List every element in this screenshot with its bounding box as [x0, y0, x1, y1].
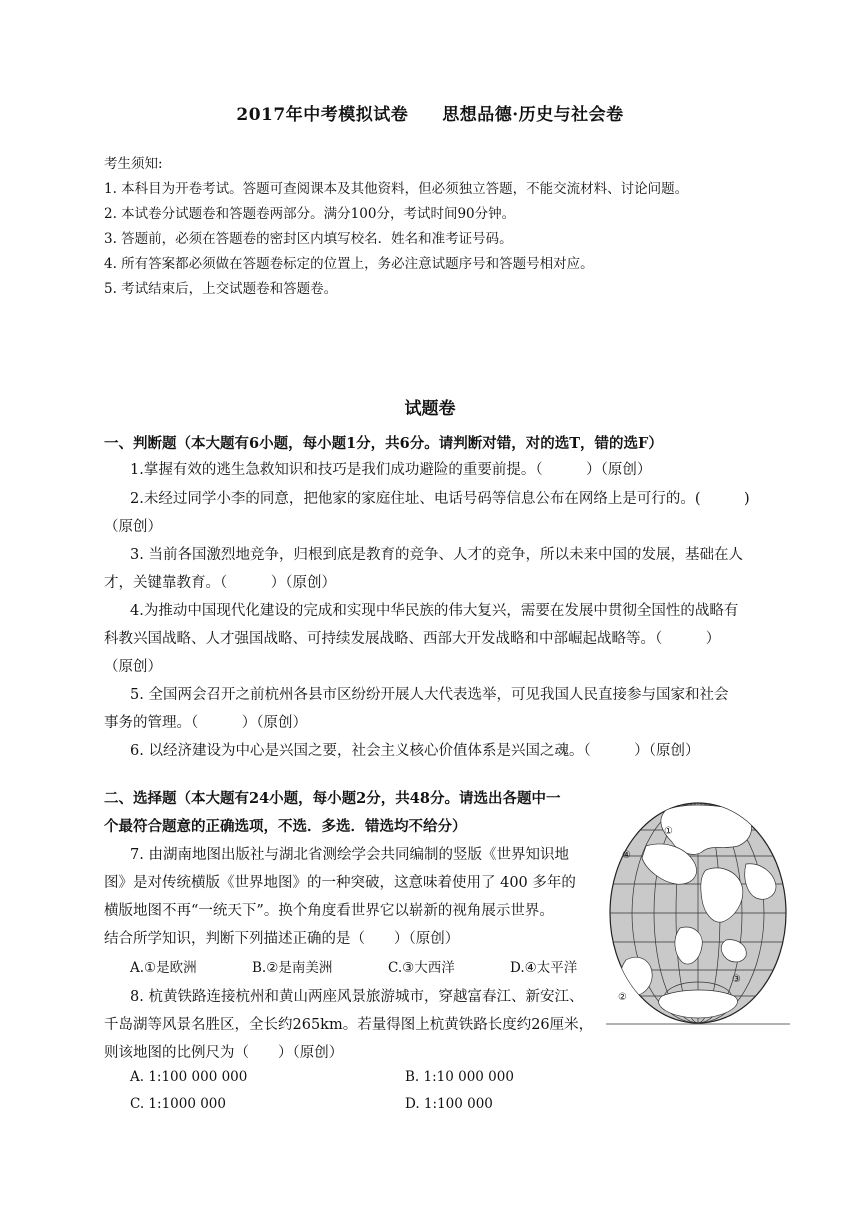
question-8-line: 千岛湖等风景名胜区，全长约265km。若量得图上杭黄铁路长度约26厘米， — [104, 1017, 594, 1033]
part2-heading: 个最符合题意的正确选项，不选．多选．错选均不给分） — [104, 818, 467, 835]
q7-option-c: C.③大西洋 — [388, 960, 455, 976]
map-label: ④ — [622, 850, 631, 861]
question-line: 2.未经过同学小李的同意，把他家的家庭住址、电话号码等信息公布在网络上是可行的。( ) — [130, 491, 750, 507]
notice-item: 3. 答题前，必须在答题卷的密封区内填写校名．姓名和准考证号码。 — [104, 231, 513, 247]
question-line: 5. 全国两会召开之前杭州各县市区纷纷开展人大代表选举，可见我国人民直接参与国家和社会 — [130, 687, 729, 703]
notice-item: 2. 本试卷分试题卷和答题卷两部分。满分100分，考试时间90分钟。 — [104, 206, 516, 222]
question-line: 事务的管理。（ ）（原创） — [104, 715, 307, 731]
question-line: 4.为推动中国现代化建设的完成和实现中华民族的伟大复兴，需要在发展中贯彻全国性的战略有 — [130, 603, 739, 619]
q7-option-b: B.②是南美洲 — [252, 960, 333, 976]
map-label: ② — [618, 992, 627, 1003]
q7-option-a: A.①是欧洲 — [130, 960, 197, 976]
question-line: 才，关键靠教育。（ ）（原创） — [104, 575, 336, 591]
question-8-line: 则该地图的比例尺为（ ）（原创） — [104, 1045, 344, 1061]
question-line: （原创） — [104, 659, 162, 675]
question-7-line: 图》是对传统横版《世界地图》的一种突破，这意味着使用了 400 多年的 — [104, 875, 576, 891]
title-left: 2017年中考模拟试卷 — [236, 105, 409, 125]
q8-option-c: C. 1:1000 000 — [130, 1096, 226, 1112]
title-right: 思想品德·历史与社会卷 — [442, 105, 624, 125]
q8-option-a: A. 1:100 000 000 — [130, 1069, 248, 1085]
notice-item: 1. 本科目为开卷考试。答题可查阅课本及其他资料，但必须独立答题，不能交流材料、讨论问题。 — [104, 181, 689, 197]
section-title: 试题卷 — [404, 399, 456, 419]
map-label: ③ — [732, 974, 741, 985]
question-line: 6. 以经济建设为中心是兴国之要，社会主义核心价值体系是兴国之魂。（ ）（原创） — [130, 743, 700, 759]
candidate-notice — [104, 152, 688, 302]
question-line: （原创） — [104, 519, 162, 535]
q7-option-d: D.④太平洋 — [510, 960, 578, 976]
question-8-line: 8. 杭黄铁路连接杭州和黄山两座风景旅游城市，穿越富春江、新安江、 — [130, 989, 584, 1005]
part1-heading: 一、判断题（本大题有6小题，每小题1分，共6分。请判断对错，对的选T，错的选F） — [104, 435, 663, 452]
question-line: 3. 当前各国激烈地竞争，归根到底是教育的竞争、人才的竞争，所以未来中国的发展，基础在人 — [130, 547, 743, 563]
question-7-line: 横版地图不再“一统天下”。换个角度看世界它以崭新的视角展示世界。 — [104, 903, 554, 919]
question-line: 科教兴国战略、人才强国战略、可持续发展战略、西部大开发战略和中部崛起战略等。（ ） — [104, 631, 721, 647]
part2-heading: 二、选择题（本大题有24小题，每小题2分，共48分。请选出各题中一 — [104, 790, 561, 807]
map-label: ① — [664, 826, 673, 837]
vertical-world-map-icon — [606, 800, 790, 1026]
question-7-line: 7. 由湖南地图出版社与湖北省测绘学会共同编制的竖版《世界知识地 — [130, 847, 569, 863]
notice-item: 4. 所有答案都必须做在答题卷标定的位置上，务必注意试题序号和答题号相对应。 — [104, 256, 594, 272]
question-7-line: 结合所学知识，判断下列描述正确的是（ ）（原创） — [104, 931, 460, 947]
question-line: 1.掌握有效的逃生急救知识和技巧是我们成功避险的重要前提。（ ）（原创） — [130, 462, 652, 478]
page-title — [0, 100, 860, 125]
q8-option-b: B. 1:10 000 000 — [405, 1069, 514, 1085]
q8-option-d: D. 1:100 000 — [405, 1096, 493, 1112]
notice-item: 5. 考试结束后，上交试题卷和答题卷。 — [104, 281, 338, 297]
notice-heading: 考生须知: — [104, 156, 163, 172]
